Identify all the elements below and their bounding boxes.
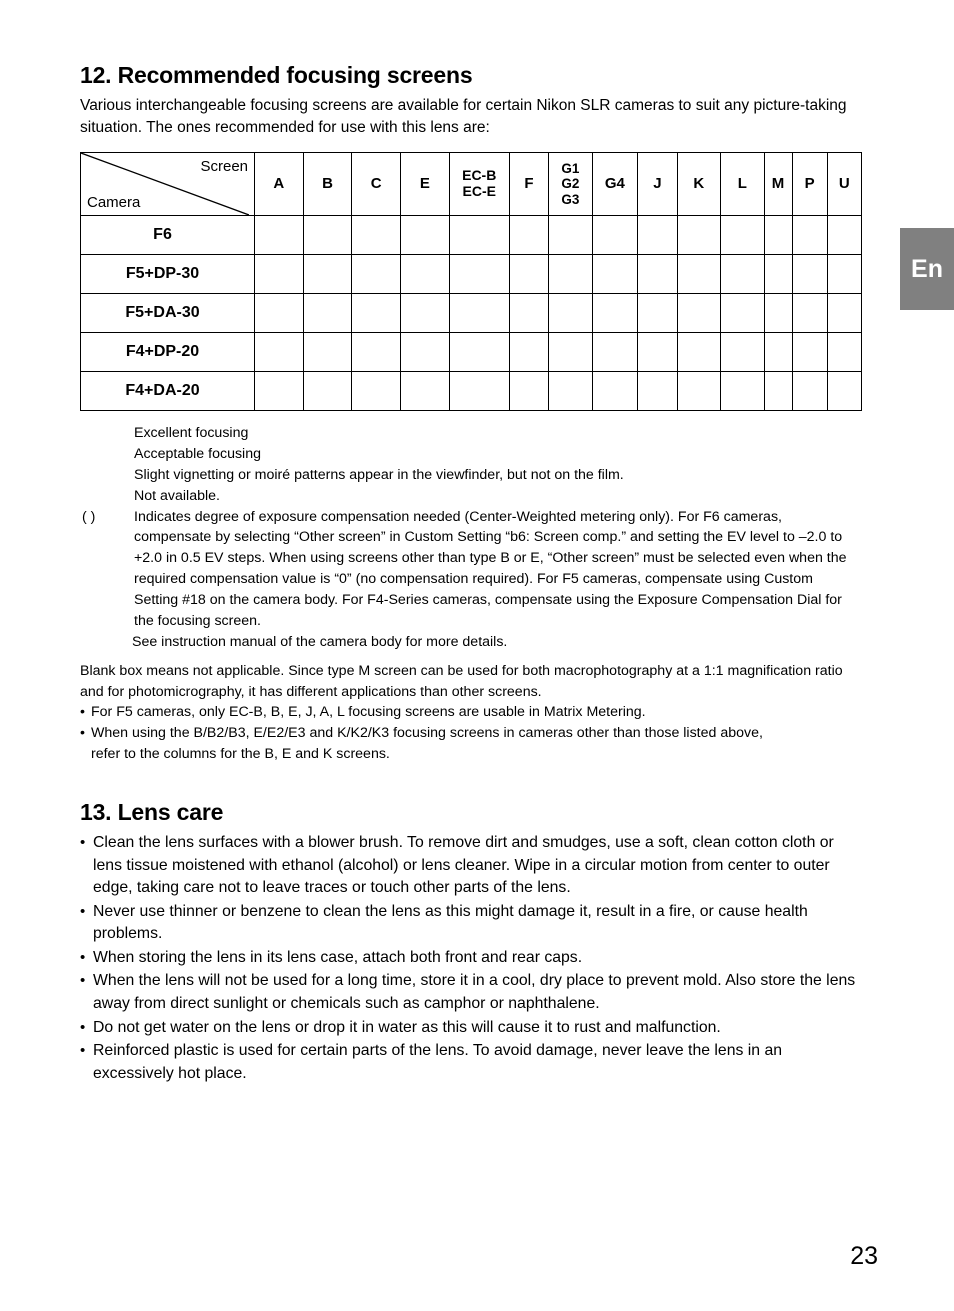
cell-f4da20-E xyxy=(401,372,450,411)
legend-text-excellent: Excellent focusing xyxy=(134,425,249,441)
cell-f5dp30-G1 xyxy=(549,255,593,294)
cell-f5da30-F xyxy=(509,294,548,333)
cell-f4da20-ECB xyxy=(449,372,509,411)
cell-f5da30-C xyxy=(352,294,401,333)
section-13-title: 13. Lens care xyxy=(80,799,224,825)
col-head-M xyxy=(764,153,792,216)
col-head-C xyxy=(352,153,401,216)
cell-f6-L xyxy=(721,216,765,255)
lens-care-item-6: Reinforced plastic is used for certain parts of the lens. To avoid damage, never leave the lens in an excessively hot place. xyxy=(93,1042,783,1082)
cell-f5dp30-ECB xyxy=(449,255,509,294)
table-notes xyxy=(80,661,862,765)
col-head-B-label: B xyxy=(322,174,333,192)
cell-f4da20-L xyxy=(721,372,765,411)
col-head-F xyxy=(509,153,548,216)
note-bullet-f5 xyxy=(80,702,862,723)
cell-f4da20-U xyxy=(827,372,861,411)
note-bullet-marker: • xyxy=(80,704,85,721)
cell-f6-U xyxy=(827,216,861,255)
cell-f6-M xyxy=(764,216,792,255)
cell-f4da20-G1 xyxy=(549,372,593,411)
cell-f4dp20-L xyxy=(721,333,765,372)
cell-f4dp20-K xyxy=(677,333,721,372)
corner-camera-label: Camera xyxy=(87,194,141,211)
cell-f5dp30-A xyxy=(255,255,304,294)
row-camera-f5-da30: F5+DA-30 xyxy=(81,294,255,333)
list-item xyxy=(80,1017,862,1040)
cell-f5da30-M xyxy=(764,294,792,333)
note-bullet-screens-cont: refer to the columns for the B, E and K screens. xyxy=(91,746,390,763)
cell-f6-E xyxy=(401,216,450,255)
table-legend xyxy=(80,423,862,653)
section-12-intro: Various interchangeable focusing screens are available for certain Nikon SLR cameras to suit any picture-taking situation. The ones recommended for use with this lens are: xyxy=(80,97,847,136)
cell-f4dp20-C xyxy=(352,333,401,372)
cell-f4dp20-E xyxy=(401,333,450,372)
table-row xyxy=(81,255,862,294)
cell-f5dp30-B xyxy=(303,255,352,294)
cell-f5dp30-P xyxy=(792,255,827,294)
cell-f5dp30-C xyxy=(352,255,401,294)
col-head-P-label: P xyxy=(804,174,815,192)
bullet-icon: • xyxy=(80,972,86,990)
cell-f5da30-ECB xyxy=(449,294,509,333)
legend-item-vignetting xyxy=(80,465,862,486)
bullet-icon: • xyxy=(80,948,86,966)
bullet-icon: • xyxy=(80,902,86,920)
col-head-P xyxy=(792,153,827,216)
legend-item-parentheses xyxy=(80,507,862,632)
list-item xyxy=(80,1040,862,1085)
cell-f5da30-B xyxy=(303,294,352,333)
list-item xyxy=(80,832,862,900)
col-head-J xyxy=(638,153,677,216)
list-item xyxy=(80,970,862,1015)
focusing-screens-table xyxy=(80,152,862,411)
col-head-M-label: M xyxy=(771,174,785,192)
cell-f4dp20-A xyxy=(255,333,304,372)
col-head-G4 xyxy=(592,153,638,216)
cell-f5dp30-G4 xyxy=(592,255,638,294)
note-bullet-screens-text: When using the B/B2/B3, E/E2/E3 and K/K2/K3 focusing screens in cameras other than those listed above, xyxy=(91,725,763,742)
row-camera-f5-dp30: F5+DP-30 xyxy=(81,255,255,294)
cell-f5dp30-U xyxy=(827,255,861,294)
lens-care-item-2: Never use thinner or benzene to clean the lens as this might damage it, result in a fire, or cause health problems. xyxy=(93,902,808,943)
note-bullet-screens xyxy=(80,723,862,744)
col-head-C-label: C xyxy=(370,174,382,192)
cell-f4dp20-M xyxy=(764,333,792,372)
lens-care-item-1: Clean the lens surfaces with a blower brush. To remove dirt and smudges, use a soft, clean cotton cloth or lens tissue moistened with ethanol (alcohol) or lens cleaner. Wipe in a circular motion from center to outer edge, taking care not to leave traces or touch other parts of the lens. xyxy=(93,834,834,897)
col-head-ECB-line1: EC-B xyxy=(462,167,497,184)
note-bullet-f5-text: For F5 cameras, only EC-B, B, E, J, A, L focusing screens are usable in Matrix Metering. xyxy=(91,704,646,721)
col-head-F-label: F xyxy=(524,174,534,192)
legend-text-not-available: Not available. xyxy=(134,487,220,504)
cell-f4dp20-G4 xyxy=(592,333,638,372)
note-bullet-marker: • xyxy=(80,725,85,742)
section-12-title: 12. Recommended focusing screens xyxy=(80,62,473,88)
bullet-icon: • xyxy=(80,834,86,851)
cell-f4dp20-ECB xyxy=(449,333,509,372)
cell-f4dp20-J xyxy=(638,333,677,372)
cell-f4dp20-B xyxy=(303,333,352,372)
cell-f5da30-E xyxy=(401,294,450,333)
cell-f5da30-K xyxy=(677,294,721,333)
col-head-A xyxy=(255,153,304,216)
cell-f5dp30-L xyxy=(721,255,765,294)
language-side-tab xyxy=(900,228,954,310)
cell-f4dp20-U xyxy=(827,333,861,372)
cell-f4da20-P xyxy=(792,372,827,411)
cell-f4da20-C xyxy=(352,372,401,411)
cell-f5dp30-M xyxy=(764,255,792,294)
table-header-row xyxy=(81,153,862,216)
note-blank-box: Blank box means not applicable. Since type M screen can be used for both macrophotography at a 1:1 magnification ratio and for photomicrography, it has different applications than other screens. xyxy=(80,662,843,700)
cell-f5dp30-E xyxy=(401,255,450,294)
cell-f6-F xyxy=(509,216,548,255)
col-head-G3: G3 xyxy=(561,191,580,207)
page-content xyxy=(80,62,862,1086)
col-head-U-label: U xyxy=(838,174,850,192)
col-head-A-label: A xyxy=(273,174,285,192)
col-head-G1: G1 xyxy=(561,161,580,177)
legend-text-acceptable: Acceptable focusing xyxy=(134,445,261,462)
col-head-L-label: L xyxy=(737,174,747,192)
cell-f5da30-L xyxy=(721,294,765,333)
cell-f4da20-K xyxy=(677,372,721,411)
lens-care-list xyxy=(80,832,862,1085)
cell-f6-J xyxy=(638,216,677,255)
col-head-L xyxy=(721,153,765,216)
cell-f5da30-U xyxy=(827,294,861,333)
cell-f4da20-A xyxy=(255,372,304,411)
col-head-ECB-ECE xyxy=(449,153,509,216)
col-head-U xyxy=(827,153,861,216)
table-row xyxy=(81,216,862,255)
cell-f5da30-A xyxy=(255,294,304,333)
col-head-G1-G2-G3 xyxy=(549,153,593,216)
cell-f5dp30-J xyxy=(638,255,677,294)
cell-f4da20-B xyxy=(303,372,352,411)
col-head-E-label: E xyxy=(419,174,430,192)
table-row xyxy=(81,333,862,372)
legend-mark-parentheses: ( ) xyxy=(82,508,96,525)
legend-item-excellent xyxy=(80,423,862,444)
col-head-K-label: K xyxy=(693,174,705,192)
table-corner-cell xyxy=(81,153,255,216)
cell-f5da30-P xyxy=(792,294,827,333)
table-row xyxy=(81,294,862,333)
col-head-J-label: J xyxy=(653,174,662,192)
cell-f4dp20-P xyxy=(792,333,827,372)
cell-f4da20-F xyxy=(509,372,548,411)
col-head-ECB-line2: EC-E xyxy=(462,183,496,199)
col-head-G4-label: G4 xyxy=(604,174,625,192)
cell-f6-ECB xyxy=(449,216,509,255)
col-head-B xyxy=(303,153,352,216)
cell-f6-G4 xyxy=(592,216,638,255)
cell-f4da20-M xyxy=(764,372,792,411)
cell-f5da30-G4 xyxy=(592,294,638,333)
language-side-tab-label: En xyxy=(911,254,943,283)
cell-f6-G1 xyxy=(549,216,593,255)
cell-f4dp20-G1 xyxy=(549,333,593,372)
cell-f6-B xyxy=(303,216,352,255)
bullet-icon: • xyxy=(80,1042,86,1060)
legend-text-parentheses: Indicates degree of exposure compensation needed (Center-Weighted metering only). For F6 cameras, compensate by selecting “Other screen” in Custom Setting “b6: Screen comp.” and setting the EV level to –2.0 to +2.0 in 0.5 EV steps. When using screens other than type B or E, “Other screen” must be selected even when the required compensation value is “0” (no compensation required). For F5 cameras, compensate using Custom Setting #18 on the camera body. For F4-Series cameras, compensate using the Exposure Compensation Dial for the focusing screen. xyxy=(134,508,847,629)
cell-f5da30-J xyxy=(638,294,677,333)
cell-f5dp30-K xyxy=(677,255,721,294)
cell-f6-P xyxy=(792,216,827,255)
col-head-E xyxy=(401,153,450,216)
cell-f5da30-G1 xyxy=(549,294,593,333)
table-row xyxy=(81,372,862,411)
page-number: 23 xyxy=(850,1242,878,1270)
list-item xyxy=(80,947,862,970)
lens-care-item-4: When the lens will not be used for a long time, store it in a cool, dry place to prevent mold. Also store the lens away from direct sunlight or chemicals such as camphor or naphthalene. xyxy=(93,972,856,1013)
legend-text-vignetting: Slight vignetting or moiré patterns appear in the viewfinder, but not on the film. xyxy=(134,466,624,483)
legend-see-manual: See instruction manual of the camera body for more details. xyxy=(132,633,508,650)
cell-f4da20-J xyxy=(638,372,677,411)
corner-screen-label: Screen xyxy=(200,158,249,175)
row-camera-f4-da20: F4+DA-20 xyxy=(81,372,255,411)
bullet-icon: • xyxy=(80,1018,86,1036)
cell-f5dp30-F xyxy=(509,255,548,294)
list-item xyxy=(80,901,862,946)
legend-item-acceptable xyxy=(80,444,862,465)
row-camera-f4-dp20: F4+DP-20 xyxy=(81,333,255,372)
lens-care-item-5: Do not get water on the lens or drop it in water as this will cause it to rust and malfunction. xyxy=(93,1018,721,1036)
cell-f4da20-G4 xyxy=(592,372,638,411)
legend-item-not-available xyxy=(80,486,862,507)
cell-f6-A xyxy=(255,216,304,255)
row-camera-f6: F6 xyxy=(81,216,255,255)
cell-f6-K xyxy=(677,216,721,255)
col-head-K xyxy=(677,153,721,216)
col-head-G2: G2 xyxy=(561,176,580,192)
lens-care-item-3: When storing the lens in its lens case, attach both front and rear caps. xyxy=(93,948,583,966)
cell-f6-C xyxy=(352,216,401,255)
cell-f4dp20-F xyxy=(509,333,548,372)
